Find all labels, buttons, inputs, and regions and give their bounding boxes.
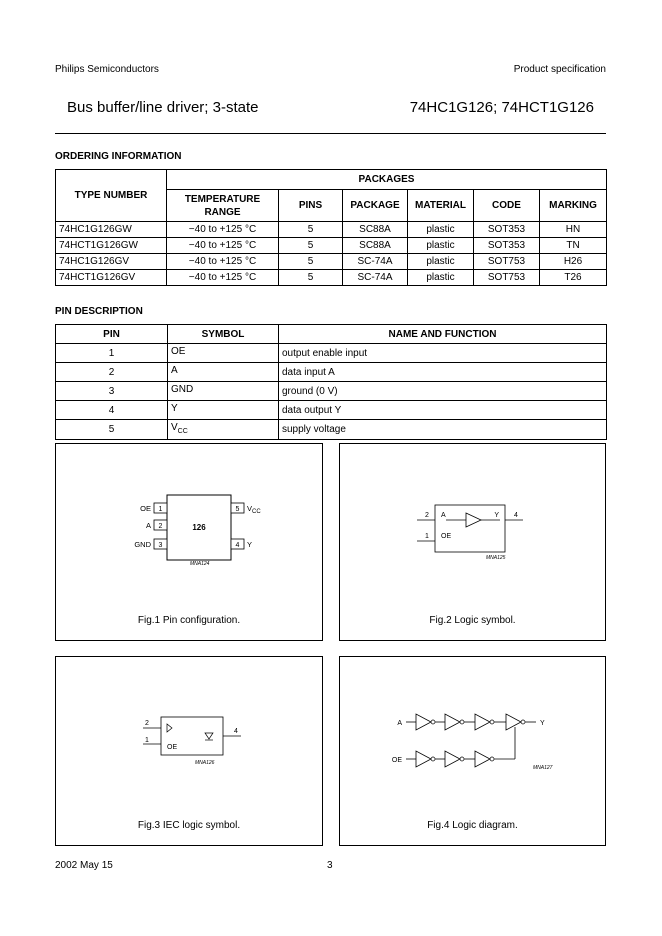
footer-date: 2002 May 15 bbox=[55, 860, 113, 871]
pin-num-1: 1 bbox=[158, 506, 163, 513]
logic-symbol-diagram bbox=[340, 444, 605, 640]
pin-num-4: 4 bbox=[234, 728, 238, 735]
temperature: −40 to +125 °C bbox=[167, 254, 279, 270]
ordering-heading: ORDERING INFORMATION bbox=[55, 151, 182, 162]
inverter-icon bbox=[445, 751, 460, 767]
table-row bbox=[56, 382, 607, 401]
package: SC-74A bbox=[343, 254, 408, 270]
col-symbol: SYMBOL bbox=[168, 325, 279, 344]
output-y-label: Y bbox=[494, 512, 499, 519]
output-y-label: Y bbox=[540, 720, 545, 727]
figure-ref: MNA127 bbox=[533, 765, 553, 771]
figure-ref: MNA125 bbox=[486, 555, 506, 561]
page-number: 3 bbox=[327, 860, 333, 871]
type-number: 74HCT1G126GW bbox=[56, 238, 167, 254]
oe-label: OE bbox=[167, 744, 178, 751]
pin-number: 5 bbox=[56, 420, 168, 440]
logic-diagram bbox=[340, 657, 605, 845]
temperature: −40 to +125 °C bbox=[167, 270, 279, 286]
type-number: 74HC1G126GV bbox=[56, 254, 167, 270]
chip-label: 126 bbox=[192, 523, 206, 532]
pin-symbol: OE bbox=[168, 344, 279, 363]
pin-num-1: 1 bbox=[145, 737, 149, 744]
three-state-icon bbox=[205, 733, 213, 739]
pin-num-4: 4 bbox=[514, 512, 518, 519]
iec-symbol-diagram bbox=[56, 657, 322, 845]
header-rule bbox=[55, 133, 606, 134]
input-a-label: A bbox=[397, 720, 402, 727]
pin-function: output enable input bbox=[279, 344, 607, 363]
col-marking: MARKING bbox=[540, 190, 607, 222]
part-numbers: 74HC1G126; 74HCT1G126 bbox=[409, 99, 594, 116]
code: SOT753 bbox=[474, 270, 540, 286]
pin-number: 3 bbox=[56, 382, 168, 401]
col-type-number: TYPE NUMBER bbox=[56, 170, 167, 222]
pins: 5 bbox=[279, 270, 343, 286]
material: plastic bbox=[408, 270, 474, 286]
input-oe-label: OE bbox=[391, 757, 402, 764]
marking: HN bbox=[540, 222, 607, 238]
pin-label-oe: OE bbox=[140, 504, 151, 513]
inverter-icon bbox=[416, 714, 431, 730]
col-name-function: NAME AND FUNCTION bbox=[279, 325, 607, 344]
inverter-icon bbox=[416, 751, 431, 767]
col-temperature: TEMPERATURE RANGE bbox=[167, 190, 279, 222]
pin-num-1: 1 bbox=[425, 533, 429, 540]
col-pins: PINS bbox=[279, 190, 343, 222]
ordering-table bbox=[55, 169, 607, 286]
col-pin: PIN bbox=[56, 325, 168, 344]
inverter-icon bbox=[475, 751, 490, 767]
marking: TN bbox=[540, 238, 607, 254]
pin-heading: PIN DESCRIPTION bbox=[55, 306, 143, 317]
inverter-icon bbox=[445, 714, 460, 730]
table-row bbox=[56, 401, 607, 420]
pin-symbol: A bbox=[168, 363, 279, 382]
pin-table bbox=[55, 324, 607, 440]
inverter-icon bbox=[475, 714, 490, 730]
table-row bbox=[56, 363, 607, 382]
pin-num-2: 2 bbox=[425, 512, 429, 519]
fig4-logic-diagram bbox=[339, 656, 606, 846]
pin-label-y: Y bbox=[247, 540, 253, 549]
type-number: 74HC1G126GW bbox=[56, 222, 167, 238]
pin-symbol: $V_{CC}$ bbox=[168, 420, 279, 440]
pin-label-vcc: $V_{CC}$ bbox=[247, 504, 261, 515]
code: SOT353 bbox=[474, 222, 540, 238]
input-a-label: A bbox=[441, 512, 446, 519]
pin-label-gnd: GND bbox=[134, 540, 151, 549]
figure-ref: MNA124 bbox=[190, 561, 210, 567]
header-company: Philips Semiconductors bbox=[55, 64, 159, 75]
pins: 5 bbox=[279, 238, 343, 254]
pin-num-4: 4 bbox=[235, 542, 240, 549]
pin-number: 1 bbox=[56, 344, 168, 363]
pin-num-5: 5 bbox=[235, 506, 240, 513]
table-row bbox=[56, 238, 607, 254]
package: SC-74A bbox=[343, 270, 408, 286]
col-code: CODE bbox=[474, 190, 540, 222]
pin-function: data input A bbox=[279, 363, 607, 382]
fig1-caption: Fig.1 Pin configuration. bbox=[137, 615, 241, 626]
fig4-caption: Fig.4 Logic diagram. bbox=[427, 820, 518, 831]
code: SOT353 bbox=[474, 238, 540, 254]
pin-number: 2 bbox=[56, 363, 168, 382]
package: SC88A bbox=[343, 238, 408, 254]
table-row bbox=[56, 270, 607, 286]
code: SOT753 bbox=[474, 254, 540, 270]
pin-num-3: 3 bbox=[158, 542, 163, 549]
buffer-triangle bbox=[466, 513, 481, 527]
material: plastic bbox=[408, 254, 474, 270]
fig1-pin-configuration bbox=[55, 443, 323, 641]
col-package: PACKAGE bbox=[343, 190, 408, 222]
temperature: −40 to +125 °C bbox=[167, 222, 279, 238]
doc-title: Bus buffer/line driver; 3-state bbox=[67, 99, 259, 116]
pin-number: 4 bbox=[56, 401, 168, 420]
fig3-caption: Fig.3 IEC logic symbol. bbox=[137, 820, 241, 831]
col-material: MATERIAL bbox=[408, 190, 474, 222]
fig2-logic-symbol bbox=[339, 443, 606, 641]
input-qualifier-icon bbox=[167, 724, 172, 732]
table-row bbox=[56, 344, 607, 363]
material: plastic bbox=[408, 238, 474, 254]
tristate-buffer-icon bbox=[506, 714, 521, 730]
fig2-caption: Fig.2 Logic symbol. bbox=[429, 615, 516, 626]
type-number: 74HCT1G126GV bbox=[56, 270, 167, 286]
material: plastic bbox=[408, 222, 474, 238]
header-doc-type: Product specification bbox=[513, 64, 606, 75]
table-row bbox=[56, 420, 607, 440]
pin-num-2: 2 bbox=[145, 720, 149, 727]
temperature: −40 to +125 °C bbox=[167, 238, 279, 254]
table-row bbox=[56, 254, 607, 270]
pin-symbol: Y bbox=[168, 401, 279, 420]
marking: H26 bbox=[540, 254, 607, 270]
pin-num-2: 2 bbox=[158, 523, 163, 530]
pin-symbol: GND bbox=[168, 382, 279, 401]
pin-function: supply voltage bbox=[279, 420, 607, 440]
table-row bbox=[56, 222, 607, 238]
input-oe-label: OE bbox=[441, 533, 452, 540]
fig3-iec-logic-symbol bbox=[55, 656, 323, 846]
figure-ref: MNA126 bbox=[195, 760, 215, 766]
package: SC88A bbox=[343, 222, 408, 238]
pins: 5 bbox=[279, 222, 343, 238]
marking: T26 bbox=[540, 270, 607, 286]
pin-function: ground (0 V) bbox=[279, 382, 607, 401]
pin-function: data output Y bbox=[279, 401, 607, 420]
pins: 5 bbox=[279, 254, 343, 270]
col-packages: PACKAGES bbox=[167, 170, 607, 190]
pin-label-a: A bbox=[145, 521, 151, 530]
pin-configuration-diagram bbox=[56, 444, 322, 640]
